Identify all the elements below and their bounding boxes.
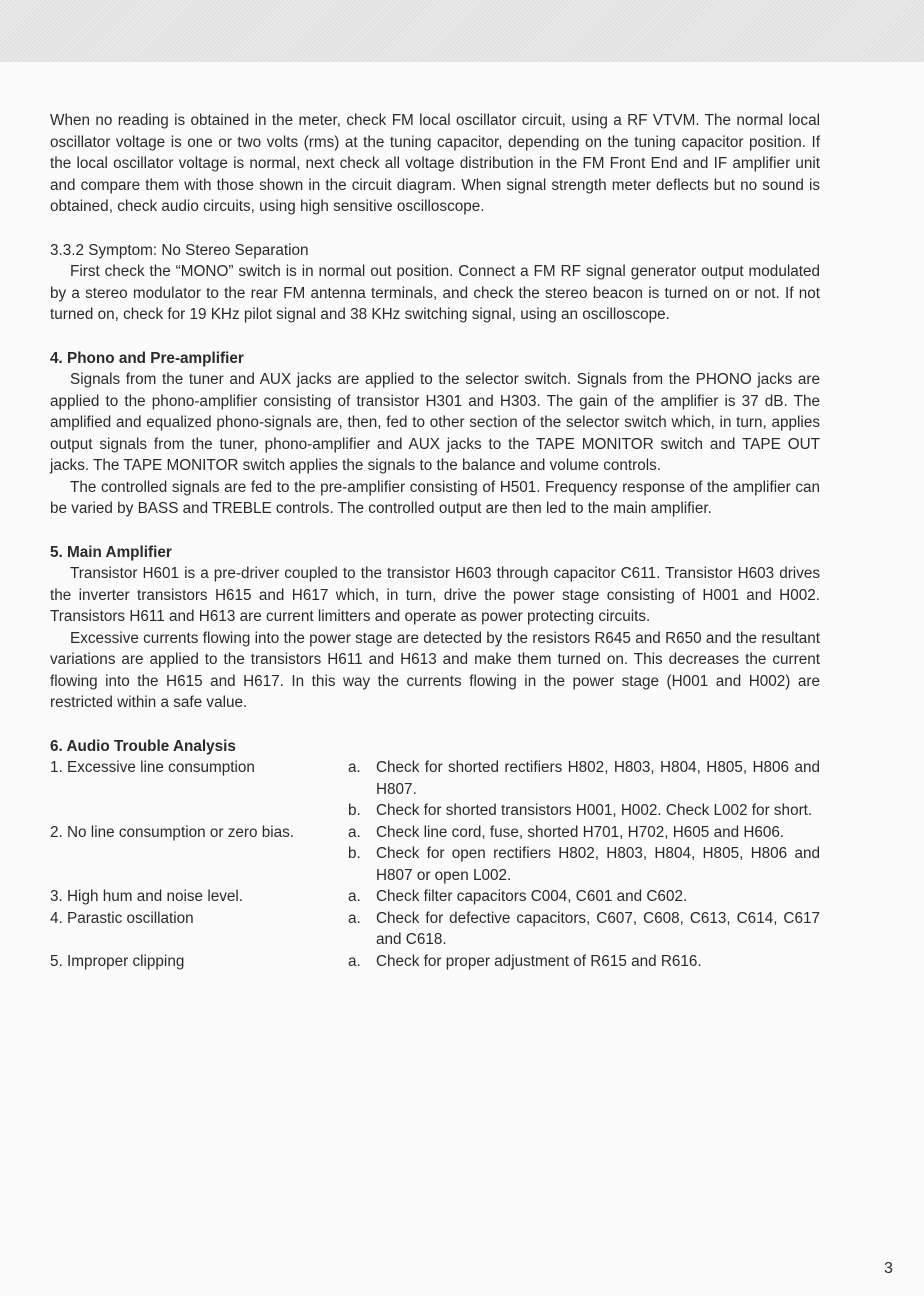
section-4-paragraph: The controlled signals are fed to the pre-amplifier consisting of H501. Frequency response of the amplifier can be varied by BASS and TREBLE controls. The controlled output are then led to the main amplifier. [50, 478, 820, 517]
trouble-row [50, 951, 820, 973]
check-text: Check for defective capacitors, C607, C608, C613, C614, C617 and C618. [376, 909, 820, 948]
section-5-paragraph: Excessive currents flowing into the power stage are detected by the resistors R645 and R650 and the resultant variations are applied to the transistors H611 and H613 and make them turned on. This decreases the current flowing into the H615 and H617. In this way the currents flowing in the power stage (H001 and H002) are restricted within a safe value. [50, 629, 820, 711]
section-332 [50, 240, 820, 326]
trouble-symptom: 4. Parastic oscillation [50, 909, 194, 927]
trouble-check [348, 822, 820, 844]
section-332-body: First check the “MONO” switch is in normal out position. Connect a FM RF signal generator output modulated by a stereo modulator to the rear FM antenna terminals, and check the stereo beacon is turned on or not. If not turned on, check for 19 KHz pilot signal and 38 KHz switching signal, using an oscilloscope. [50, 263, 820, 323]
check-letter: a. [348, 888, 361, 905]
trouble-row [50, 886, 820, 908]
check-text: Check for open rectifiers H802, H803, H804, H805, H806 and H807 or open L002. [376, 845, 820, 884]
trouble-check [348, 843, 820, 886]
check-letter: b. [348, 802, 361, 819]
intro-paragraph: When no reading is obtained in the meter, check FM local oscillator circuit, using a RF VTVM. The normal local oscillator voltage is one or two volts (rms) at the tuning capacitor, depending on the tuning capacitor position. If the local oscillator voltage is normal, next check all voltage distribution in the FM Front End and IF amplifier unit and compare them with those shown in the circuit diagram. When signal strength meter deflects but no sound is obtained, check audio circuits, using high sensitive oscilloscope. [50, 112, 820, 215]
trouble-symptom: 3. High hum and noise level. [50, 888, 244, 905]
section-4-heading: 4. Phono and Pre-amplifier [50, 349, 244, 367]
check-text: Check line cord, fuse, shorted H701, H702, H605 and H606. [376, 823, 785, 841]
check-letter: a. [348, 759, 361, 776]
check-letter: a. [348, 823, 361, 841]
trouble-row [50, 822, 820, 887]
trouble-check [348, 886, 820, 908]
trouble-symptom: 2. No line consumption or zero bias. [50, 823, 295, 841]
section-5 [50, 542, 820, 714]
trouble-table [50, 757, 820, 972]
section-4-paragraph: Signals from the tuner and AUX jacks are applied to the selector switch. Signals from the PHONO jacks are applied to the phono-amplifier consisting of transistor H301 and H303. The gain of the amplifier is 37 dB. The amplified and equalized phono-signals are, then, fed to other section of the selector switch which, in turn, applies output signals from the tuner, phono-amplifier and AUX jacks to the TAPE MONITOR switch and TAPE OUT jacks. The TAPE MONITOR switch applies the signals to the balance and volume controls. [50, 371, 820, 474]
page-number: 3 [884, 1260, 893, 1277]
trouble-check [348, 951, 820, 973]
check-text: Check for shorted transistors H001, H002. Check L002 for short. [376, 802, 813, 819]
check-text: Check for proper adjustment of R615 and R616. [376, 952, 702, 970]
check-letter: a. [348, 952, 361, 970]
section-332-heading: 3.3.2 Symptom: No Stereo Separation [50, 241, 309, 259]
page-content [50, 110, 820, 972]
trouble-check [348, 757, 820, 800]
section-6-heading: 6. Audio Trouble Analysis [50, 737, 236, 755]
trouble-check [348, 908, 820, 951]
trouble-symptom: 1. Excessive line consumption [50, 759, 255, 776]
scan-top-band [0, 0, 924, 62]
trouble-check [348, 800, 820, 822]
check-letter: b. [348, 845, 361, 862]
check-letter: a. [348, 909, 361, 927]
trouble-row [50, 757, 820, 822]
section-6 [50, 736, 820, 973]
trouble-row [50, 908, 820, 951]
trouble-symptom: 5. Improper clipping [50, 952, 185, 970]
check-text: Check filter capacitors C004, C601 and C602. [376, 888, 688, 905]
section-4 [50, 348, 820, 520]
section-5-heading: 5. Main Amplifier [50, 543, 172, 561]
section-5-paragraph: Transistor H601 is a pre-driver coupled to the transistor H603 through capacitor C611. Transistor H603 drives the inverter transistors H615 and H617 which, in turn, drive the power stage consisting of H001 and H002. Transistors H611 and H613 are current limitters and operate as power protecting circuits. [50, 565, 820, 625]
check-text: Check for shorted rectifiers H802, H803, H804, H805, H806 and H807. [376, 759, 820, 798]
